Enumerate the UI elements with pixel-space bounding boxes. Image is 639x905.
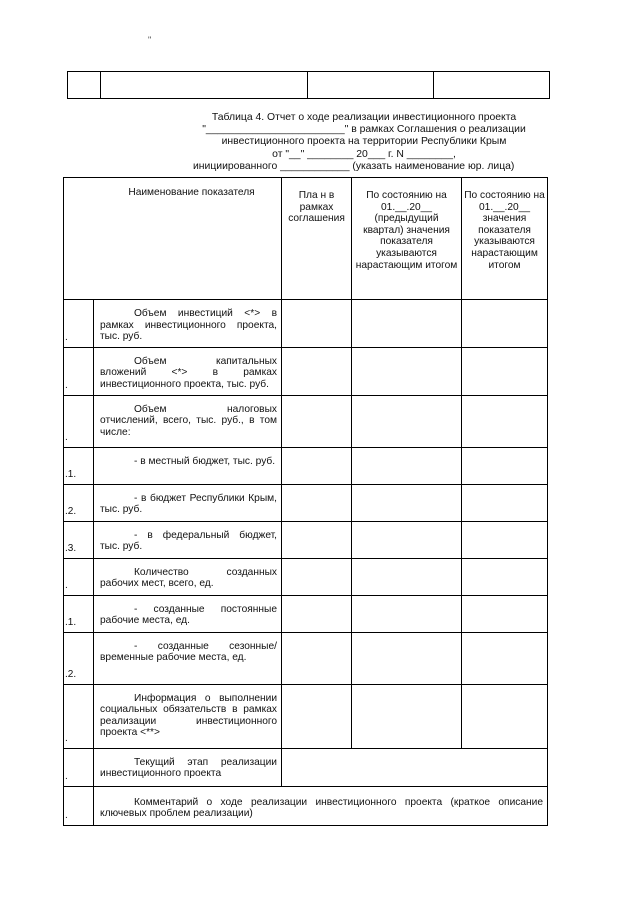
cell-previous [352, 632, 462, 684]
row-number: .1. [65, 616, 77, 628]
table-heading [178, 112, 550, 173]
row-number: . [65, 809, 68, 821]
cell-current [462, 447, 548, 484]
row-label: Информация о выполнении социальных обязательств в рамках реализации инвестиционного проекта <**> [100, 692, 278, 739]
header-row [64, 178, 548, 300]
cell-plan [282, 684, 352, 748]
row-number: .2. [65, 668, 77, 680]
cell-previous [352, 684, 462, 748]
cell-current [462, 632, 548, 684]
cell-previous [352, 558, 462, 595]
cell-plan [282, 558, 352, 595]
heading-line-4: от "__" ________ 20___ г. N ________, [272, 148, 456, 160]
header-indicator-name: Наименование показателя [64, 178, 282, 300]
row-number: .3. [65, 542, 77, 554]
table-row [64, 347, 548, 395]
cell-current [462, 395, 548, 447]
cell-previous [352, 395, 462, 447]
cell-plan [282, 395, 352, 447]
row-number: .1. [65, 468, 77, 480]
table-row [68, 72, 550, 99]
row-label: - в федеральный бюджет, тыс. руб. [100, 529, 278, 553]
cell-plan [282, 595, 352, 632]
cell-previous [352, 347, 462, 395]
cell-previous [352, 521, 462, 558]
row-label: - созданные постоянные рабочие места, ед. [100, 603, 278, 627]
cell-current [462, 595, 548, 632]
row-label: Текущий этап реализации инвестиционного проекта [100, 756, 278, 780]
cell-plan [282, 447, 352, 484]
table-row [64, 684, 548, 748]
row-label: - созданные сезонные/временные рабочие места, ед. [100, 640, 278, 664]
previous-table-fragment [67, 71, 550, 99]
heading-line-5: инициированного ____________ (указать наименование юр. лица) [193, 160, 515, 172]
cell-current [462, 484, 548, 521]
row-label: - в бюджет Республики Крым, тыс. руб. [100, 492, 278, 516]
cell-current [462, 347, 548, 395]
cell-plan [282, 300, 352, 348]
row-number: . [65, 379, 68, 391]
row-label: Объем инвестиций <*> в рамках инвестиционного проекта, тыс. руб. [100, 308, 278, 343]
table-row [64, 300, 548, 348]
header-current: По состоянию на 01.__.20__ значения показателя указываются нарастающим итогом [462, 178, 548, 300]
row-label: Количество созданных рабочих мест, всего, ед. [100, 566, 278, 590]
table-row [64, 521, 548, 558]
cell-current [462, 521, 548, 558]
row-number: . [65, 332, 68, 344]
cell-previous [352, 300, 462, 348]
cell-current [462, 558, 548, 595]
cell-plan [282, 632, 352, 684]
header-plan: Пла н в рамках соглашения [282, 178, 352, 300]
row-label: - в местный бюджет, тыс. руб. [134, 455, 276, 467]
cell-previous [352, 484, 462, 521]
table-row [64, 395, 548, 447]
table-row [64, 447, 548, 484]
heading-line-2: "________________________" в рамках Соглашения о реализации [202, 124, 526, 136]
cell-plan [282, 484, 352, 521]
cell-plan [282, 521, 352, 558]
cell-current-stage-value [282, 748, 548, 786]
heading-line-1: Таблица 4. Отчет о ходе реализации инвестиционного проекта [211, 112, 517, 123]
row-number: . [65, 770, 68, 782]
table-row [64, 484, 548, 521]
row-number: . [65, 579, 68, 591]
cell-current [462, 300, 548, 348]
cell-previous [352, 447, 462, 484]
row-number: . [65, 732, 68, 744]
investment-report-table [63, 177, 548, 826]
table-row [64, 748, 548, 786]
table-row [64, 786, 548, 825]
table-row [64, 595, 548, 632]
row-label: Комментарий о ходе реализации инвестиционного проекта (краткое описание ключевых проблем реализации) [100, 796, 544, 820]
row-number: . [65, 431, 68, 443]
table-row [64, 558, 548, 595]
row-label: Объем капитальных вложений <*> в рамках инвестиционного проекта, тыс. руб. [100, 355, 278, 390]
table-row [64, 632, 548, 684]
heading-line-3: инвестиционного проекта на территории Республики Крым [221, 136, 507, 148]
row-label: Объем налоговых отчислений, всего, тыс. руб., в том числе: [100, 403, 278, 438]
header-previous-quarter: По состоянию на 01.__.20__ (предыдущий квартал) значения показателя указываются нарастающим итогом [352, 178, 462, 300]
cell-current [462, 684, 548, 748]
page-mark: " [148, 35, 152, 45]
row-number: .2. [65, 505, 77, 517]
cell-plan [282, 347, 352, 395]
cell-previous [352, 595, 462, 632]
